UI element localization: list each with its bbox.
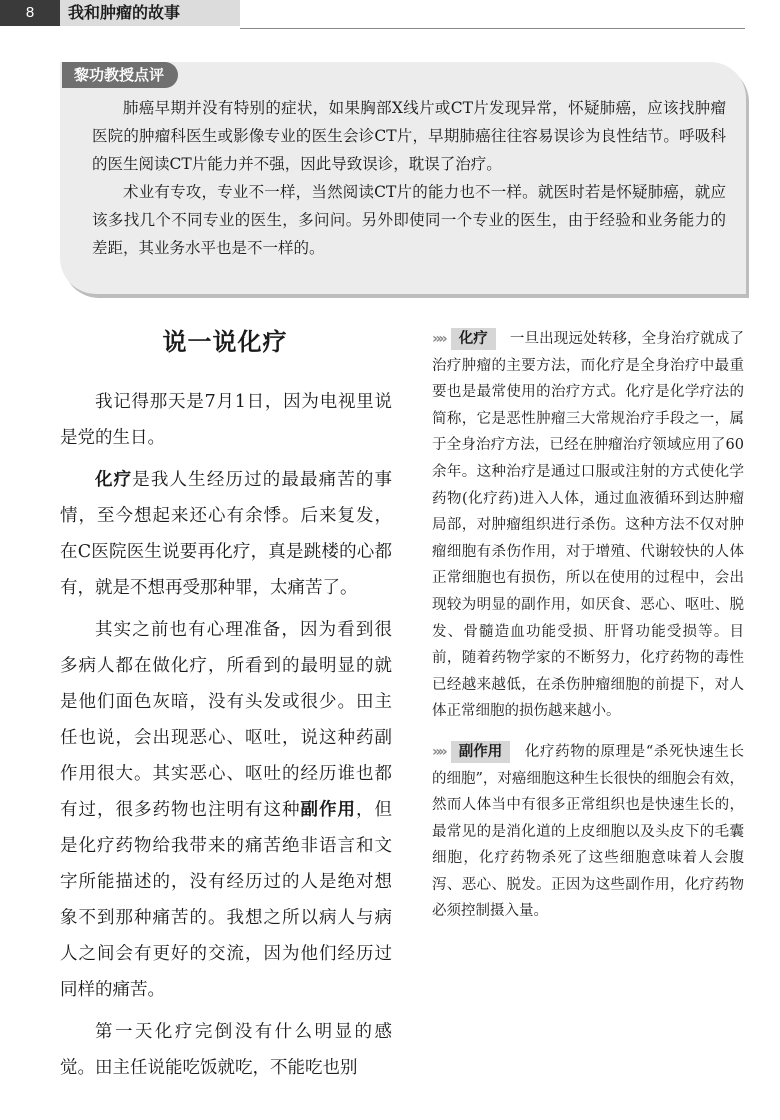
double-chevron-icon: »» [432,331,445,347]
article-paragraph [60,462,392,606]
page-number: 8 [0,0,60,26]
header-rule [240,28,745,29]
glossary-entry [432,326,744,725]
glossary-term: 副作用 [451,741,511,763]
article-body [60,384,392,1092]
commentary-paragraph: 术业有专攻，专业不一样，当然阅读CT片的能力也不一样。就医时若是怀疑肺癌，就应该多找几个不同专业的医生，多问问。另外即使同一个专业的医生，由于经验和业务能力的差距，其业务水平也是不一样的。 [92,183,726,257]
article-paragraph: 第一天化疗完倒没有什么明显的感觉。田主任说能吃饭就吃，不能吃也别 [60,1022,392,1078]
glossary-column [432,326,744,939]
article-title: 说一说化疗 [162,328,288,356]
bold-term: 副作用 [300,800,356,820]
commentary-text [92,94,726,262]
running-title: 我和肿瘤的故事 [60,0,240,26]
bold-term: 化疗 [95,470,133,490]
commentary-tag: 黎功教授点评 [62,62,178,88]
paragraph-text: 其实之前也有心理准备，因为看到很多病人都在做化疗，所看到的最明显的就是他们面色灰暗，没有头发或很少。田主任也说，会出现恶心、呕吐，说这种药副作用很大。其实恶心、呕吐的经历谁也都有过，很多药物也注明有这种 [60,620,392,820]
glossary-entry [432,739,744,925]
article-paragraph [60,612,392,1008]
article-paragraph: 我记得那天是7月1日，因为电视里说是党的生日。 [60,392,392,448]
glossary-text: 化疗药物的原理是“杀死快速生长的细胞”，对癌细胞这种生长很快的细胞会有效，然而人体当中有很多正常组织也是快速生长的，最常见的是消化道的上皮细胞以及头皮下的毛囊细胞，化疗药物杀死了这些细胞意味着人会腹泻、恶心、脱发。正因为这些副作用，化疗药物必须控制摄入量。 [432,743,744,920]
page-header [0,0,780,34]
glossary-text: 一旦出现远处转移，全身治疗就成了治疗肿瘤的主要方法，而化疗是全身治疗中最重要也是最常使用的治疗方式。化疗是化学疗法的简称，它是恶性肿瘤三大常规治疗手段之一，属于全身治疗方法，已经在肿瘤治疗领域应用了60余年。这种治疗是通过口服或注射的方式使化学药物(化疗药)进入人体，通过血液循环到达肿瘤局部，对肿瘤组织进行杀伤。这种方法不仅对肿瘤细胞有杀伤作用，对于增殖、代谢较快的人体正常细胞也有损伤，所以在使用的过程中，会出现较为明显的副作用，如厌食、恶心、呕吐、脱发、骨髓造血功能受损、肝肾功能受损等。目前，随着药物学家的不断努力，化疗药物的毒性已经越来越低，在杀伤肿瘤细胞的前提下，对人体正常细胞的损伤越来越小。 [432,331,744,720]
double-chevron-icon: »» [432,743,445,760]
glossary-term: 化疗 [451,328,496,350]
paragraph-text: 是我人生经历过的最最痛苦的事情，至今想起来还心有余悸。后来复发，在C医院医生说要再化疗，真是跳楼的心都有，就是不想再受那种罪，太痛苦了。 [60,470,393,598]
commentary-paragraph: 肺癌早期并没有特别的症状，如果胸部X线片或CT片发现异常，怀疑肺癌，应该找肿瘤医院的肿瘤科医生或影像专业的医生会诊CT片，早期肺癌往往容易误诊为良性结节。呼吸科的医生阅读CT片能力并不强，因此导致误诊，耽误了治疗。 [92,99,726,173]
paragraph-text: ，但是化疗药物给我带来的痛苦绝非语言和文字所能描述的，没有经历过的人是绝对想象不到那种痛苦的。我想之所以病人与病人之间会有更好的交流，因为他们经历过同样的痛苦。 [60,800,392,1000]
